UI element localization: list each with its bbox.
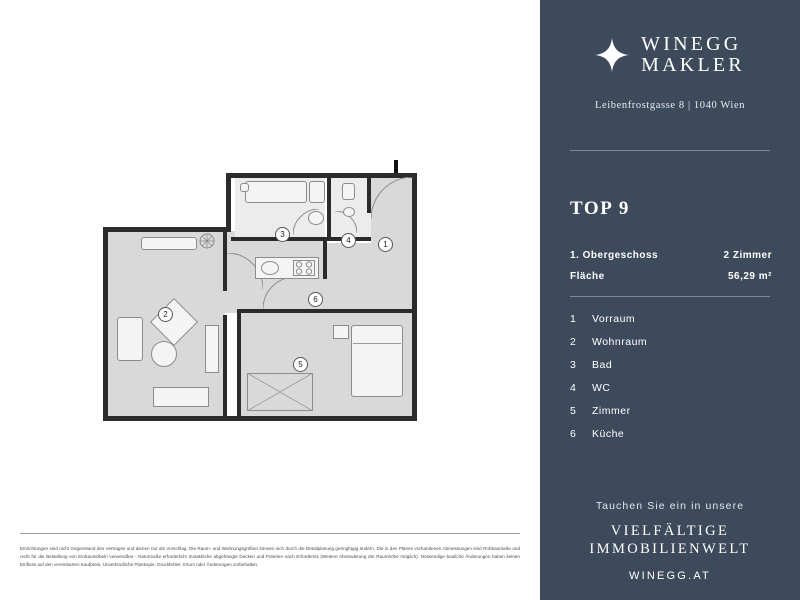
tagline-big-line2: IMMOBILIENWELT [589, 541, 751, 557]
four-point-star-icon [595, 38, 629, 72]
wall-step-vertical [226, 173, 231, 231]
area-value: 56,29 m² [727, 271, 772, 282]
legend-item-6 [570, 428, 780, 440]
brand-name-line1: WINEGG [641, 33, 742, 55]
wall-zimmer-top [241, 309, 413, 313]
door-arc-zimmer [263, 277, 295, 309]
legend-name-3: Bad [592, 359, 613, 371]
toilet-icon [342, 183, 355, 200]
bed-icon [351, 325, 403, 397]
wardrobe-icon [247, 373, 313, 411]
unit-title: TOP 9 [570, 198, 630, 219]
footer-divider [20, 533, 520, 534]
legend-name-6: Küche [592, 428, 625, 440]
dining-table-icon [141, 237, 197, 250]
tagline-block [540, 500, 800, 582]
tagline-small: Tauchen Sie ein in unsere [595, 500, 745, 512]
brand-logo [540, 34, 800, 76]
bath-sink-icon [308, 211, 324, 225]
wall-left [103, 227, 108, 421]
plant-icon [199, 233, 215, 249]
room-marker-6: 6 [308, 292, 323, 307]
unit-facts [570, 250, 772, 292]
disclaimer-text: Einrichtungen sind nicht Gegenstand des Vertrages und dienen nur als Vorschlag. Die Raum- und Wohnungsgrößen können sich durch die Detailplanung geringfügig ändern. Die in den Plänen vorhandenen Abmessungen sind Rohbaumaße und nicht für die Bestellung von Einbaumöbeln verwendbar - Naturmaße erforderlich! Zusätzliche abgehängte Decken und Poterien nach Erfordernis (Weitere Abminderung der Raumhöhe möglich). Notwendige bauliche Änderungen haben keinen Einfluss auf den vereinbarten Kaufpreis. Unverbindliche Plankopie, Druckfehler, Irrtum oder Änderungen vorbehalten. [20, 546, 520, 568]
wall-kitchen-right [323, 241, 327, 279]
fact-row-area [570, 271, 772, 282]
tagline-big-line1: VIELFÄLTIGE [610, 523, 730, 539]
legend-index-4: 4 [570, 382, 577, 394]
wc-sink-icon [343, 207, 355, 217]
info-panel [540, 0, 800, 600]
legend-index-5: 5 [570, 405, 577, 417]
legend-name-4: WC [592, 382, 611, 394]
sideboard-icon [153, 387, 209, 407]
divider-top [570, 150, 770, 151]
sofa-icon [117, 317, 143, 361]
room-legend [570, 313, 780, 451]
rooms-label: 2 Zimmer [723, 250, 772, 261]
room-marker-4: 4 [341, 233, 356, 248]
plan-body [95, 165, 440, 427]
fact-row-floor [570, 250, 772, 261]
legend-item-5 [570, 405, 780, 417]
nightstand-icon [333, 325, 349, 339]
legend-item-3 [570, 359, 780, 371]
wall-bath-wc-split [327, 177, 331, 237]
stove-icon [293, 260, 315, 276]
divider-middle [570, 296, 770, 297]
area-label: Fläche [570, 271, 605, 282]
legend-item-2 [570, 336, 780, 348]
room-marker-1: 1 [378, 237, 393, 252]
legend-item-4 [570, 382, 780, 394]
door-arc-entry [371, 177, 413, 219]
room-marker-3: 3 [275, 227, 290, 242]
wall-living-right-lower [223, 315, 227, 421]
legend-name-5: Zimmer [592, 405, 631, 417]
bed-pillow-line [353, 343, 401, 344]
room-marker-5: 5 [293, 357, 308, 372]
legend-item-1 [570, 313, 780, 325]
legend-index-1: 1 [570, 313, 577, 325]
brand-name-line2: MAKLER [641, 54, 745, 76]
legend-index-6: 6 [570, 428, 577, 440]
room-marker-2: 2 [158, 307, 173, 322]
floor-label: 1. Obergeschoss [570, 250, 659, 261]
wall-zimmer-left [237, 309, 241, 421]
washing-machine-icon [240, 183, 249, 192]
legend-name-2: Wohnraum [592, 336, 648, 348]
shower-icon [309, 181, 325, 203]
wall-bottom [103, 416, 417, 421]
tv-unit-icon [205, 325, 219, 373]
wall-top-left [103, 227, 231, 232]
kitchen-sink-icon [261, 261, 279, 275]
property-address: Leibenfrostgasse 8 | 1040 Wien [594, 100, 746, 111]
website-url[interactable]: WINEGG.AT [629, 570, 711, 582]
bathtub-icon [245, 181, 307, 203]
legend-name-1: Vorraum [592, 313, 636, 325]
legend-index-2: 2 [570, 336, 577, 348]
legend-index-3: 3 [570, 359, 577, 371]
coffee-table-icon [151, 341, 177, 367]
